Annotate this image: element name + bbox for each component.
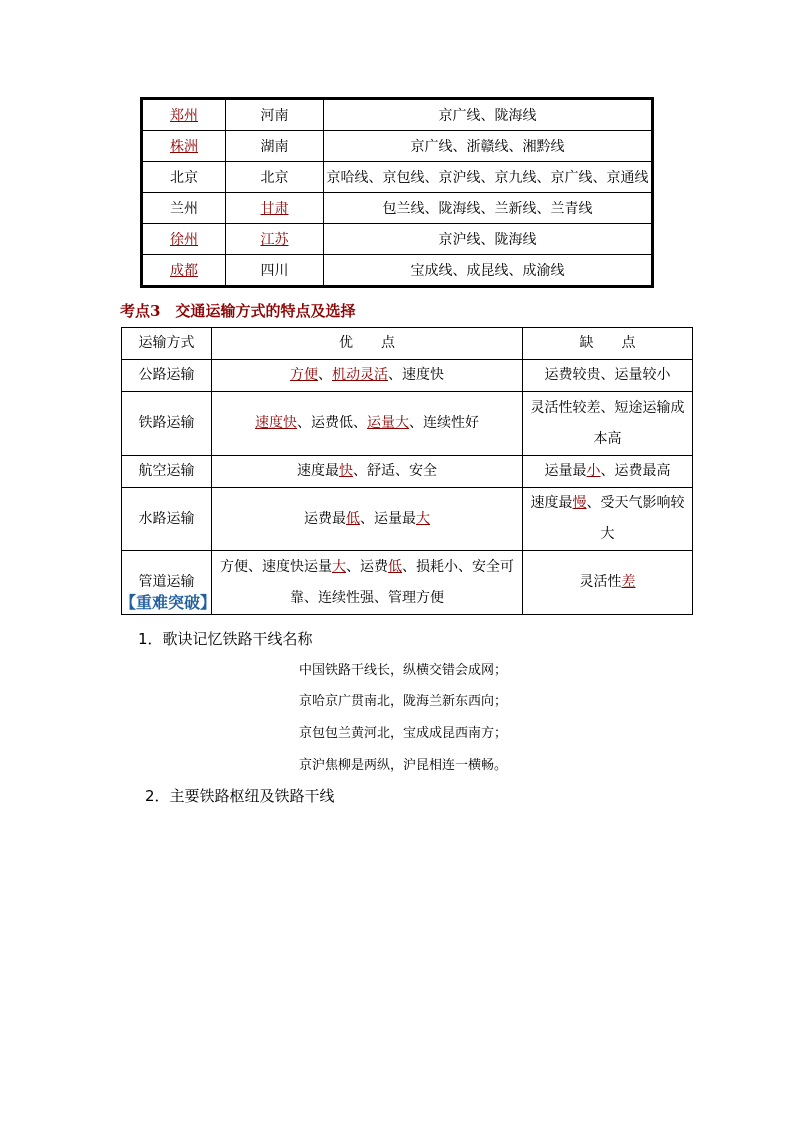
section-heading: 考点3 交通运输方式的特点及选择 <box>120 302 356 320</box>
province-cell: 河南 <box>226 99 324 131</box>
lines-cell: 京哈线、京包线、京沪线、京九线、京广线、京通线 <box>324 162 653 193</box>
table-row <box>142 224 653 255</box>
province-link[interactable]: 甘肃 <box>260 201 289 217</box>
city-link[interactable]: 成都 <box>170 263 198 279</box>
list-item: 1．歌诀记忆铁路干线名称 <box>138 630 313 648</box>
table-row <box>122 360 693 392</box>
road-disadvantages: 运费较贵、运量较小 <box>523 360 693 392</box>
pipeline-advantages: 方便、速度快运量大、运费低、损耗小、安全可靠、连续性强、管理方便 <box>212 551 523 615</box>
breakthrough-title: 【重难突破】 <box>120 593 217 612</box>
transport-mode-table <box>121 327 693 615</box>
railway-hub-table <box>140 97 654 288</box>
air-disadvantages: 运量最小、运费最高 <box>523 456 693 488</box>
lines-cell: 京广线、浙赣线、湘黔线 <box>324 131 653 162</box>
city-cell: 北京 <box>142 162 226 193</box>
city-link[interactable]: 徐州 <box>170 232 198 248</box>
table-row <box>142 131 653 162</box>
poem-line: 中国铁路干线长，纵横交错会成网； <box>299 663 508 678</box>
air-advantages: 速度最快、舒适、安全 <box>212 456 523 488</box>
list-item: 2．主要铁路枢纽及铁路干线 <box>145 787 335 805</box>
table-row <box>142 99 653 131</box>
header-mode: 运输方式 <box>122 328 212 360</box>
province-link[interactable]: 江苏 <box>260 232 289 248</box>
water-advantages: 运费最低、运量最大 <box>212 488 523 551</box>
mode-road: 公路运输 <box>122 360 212 392</box>
road-advantages: 方便、机动灵活、速度快 <box>212 360 523 392</box>
table-row <box>122 392 693 456</box>
city-link[interactable]: 株洲 <box>170 139 198 155</box>
province-cell: 北京 <box>226 162 324 193</box>
water-disadvantages: 速度最慢、受天气影响较大 <box>523 488 693 551</box>
city-cell: 兰州 <box>142 193 226 224</box>
mode-water: 水路运输 <box>122 488 212 551</box>
poem-line: 京包包兰黄河北，宝成成昆西南方； <box>299 726 508 741</box>
header-advantages: 优 点 <box>212 328 523 360</box>
table-header-row <box>122 328 693 360</box>
table-row <box>142 193 653 224</box>
province-cell: 四川 <box>226 255 324 287</box>
mode-air: 航空运输 <box>122 456 212 488</box>
lines-cell: 京广线、陇海线 <box>324 99 653 131</box>
table-row <box>122 488 693 551</box>
province-cell: 湖南 <box>226 131 324 162</box>
pipeline-disadvantages: 灵活性差 <box>523 551 693 615</box>
lines-cell: 包兰线、陇海线、兰新线、兰青线 <box>324 193 653 224</box>
mode-pipeline: 管道运输 <box>122 551 212 615</box>
header-disadvantages: 缺 点 <box>523 328 693 360</box>
table-row <box>122 456 693 488</box>
city-link[interactable]: 郑州 <box>170 108 198 124</box>
rail-advantages: 速度快、运费低、运量大、连续性好 <box>212 392 523 456</box>
poem-line: 京哈京广贯南北，陇海兰新东西向； <box>299 694 508 709</box>
rail-disadvantages: 灵活性较差、短途运输成本高 <box>523 392 693 456</box>
table-row <box>142 255 653 287</box>
lines-cell: 宝成线、成昆线、成渝线 <box>324 255 653 287</box>
mode-rail: 铁路运输 <box>122 392 212 456</box>
table-row <box>142 162 653 193</box>
lines-cell: 京沪线、陇海线 <box>324 224 653 255</box>
poem-line: 京沪焦柳是两纵，沪昆相连一横畅。 <box>299 758 508 773</box>
